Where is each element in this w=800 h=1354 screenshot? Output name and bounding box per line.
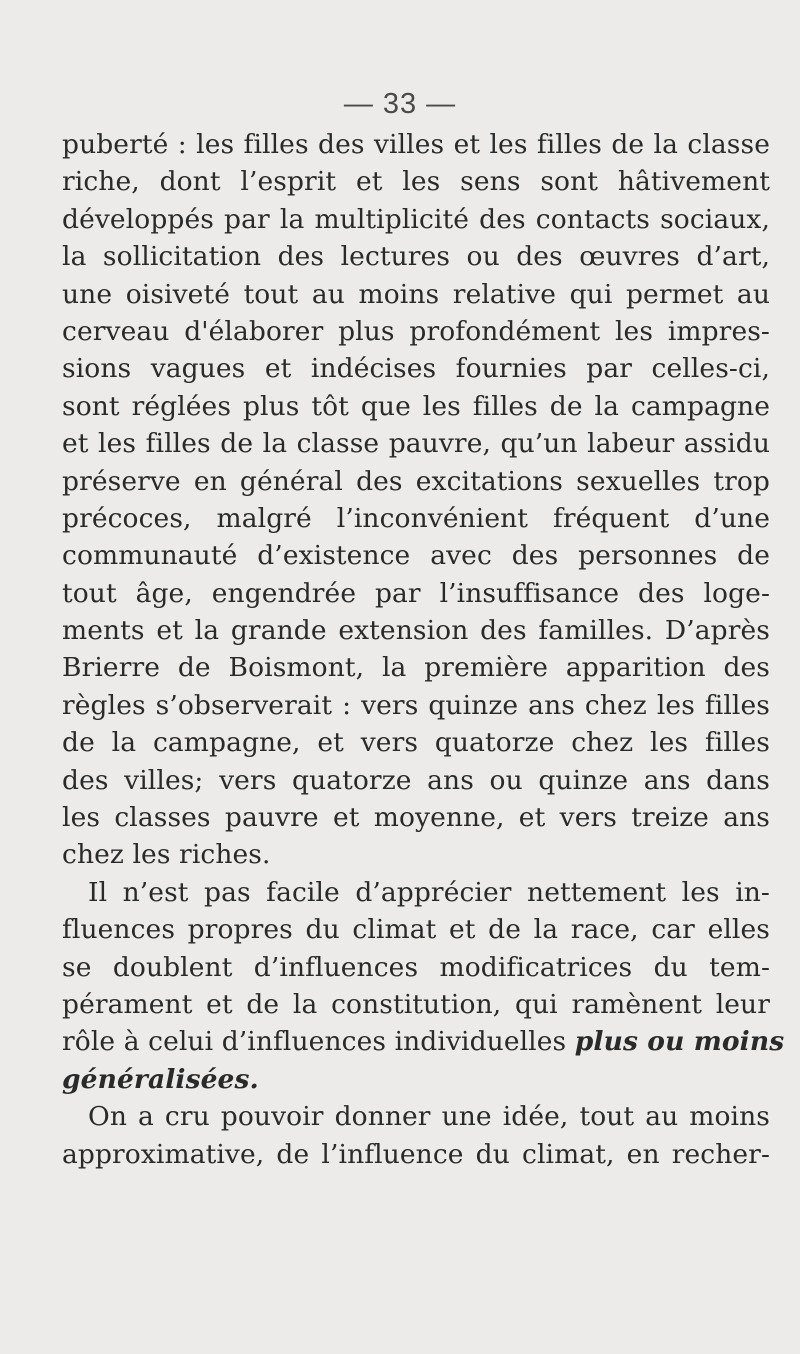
text-line: Brierre de Boismont, la première apparition des bbox=[62, 652, 770, 684]
text-line: approximative, de l’influence du climat, en recher- bbox=[62, 1138, 770, 1170]
text-line bbox=[62, 1061, 770, 1098]
text-line: précoces, malgré l’inconvénient fréquent d’une bbox=[62, 502, 770, 534]
text-line: cerveau d'élaborer plus profondément les impres- bbox=[62, 315, 770, 347]
emphasis-text: plus ou moins bbox=[574, 1026, 785, 1058]
text-line: de la campagne, et vers quatorze chez les filles bbox=[62, 727, 770, 759]
text-line: communauté d’existence avec des personnes de bbox=[62, 540, 770, 572]
text-line-with-emphasis bbox=[62, 1023, 785, 1060]
text-line: pérament et de la constitution, qui ramènent leur bbox=[62, 988, 770, 1020]
text-line: la sollicitation des lectures ou des œuvres d’art, bbox=[62, 241, 770, 273]
text-line: préserve en général des excitations sexuelles trop bbox=[62, 465, 770, 497]
page-number: — 33 — bbox=[343, 88, 457, 120]
text-line: des villes; vers quatorze ans ou quinze ans dans bbox=[62, 764, 770, 796]
text-line: fluences propres du climat et de la race, car elles bbox=[62, 914, 770, 946]
text-segment: rôle à celui d’influences individuelles bbox=[62, 1026, 567, 1058]
text-line: puberté : les filles des villes et les filles de la classe bbox=[62, 129, 770, 160]
text-line: règles s’observerait : vers quinze ans chez les filles bbox=[62, 689, 770, 721]
body-text bbox=[62, 126, 785, 1173]
text-line: développés par la multiplicité des contacts sociaux, bbox=[62, 203, 770, 235]
text-line: se doublent d’influences modificatrices du tem- bbox=[62, 951, 770, 983]
paragraph-start-line: On a cru pouvoir donner une idée, tout au moins bbox=[88, 1101, 770, 1133]
paragraph-start-line: Il n’est pas facile d’apprécier nettement les in- bbox=[88, 876, 770, 908]
text-line: ments et la grande extension des familles. D’après bbox=[62, 615, 770, 647]
text-line: les classes pauvre et moyenne, et vers treize ans bbox=[62, 802, 770, 834]
text-line: tout âge, engendrée par l’insuffisance des loge- bbox=[62, 577, 770, 609]
text-line: sions vagues et indécises fournies par celles-ci, bbox=[62, 353, 770, 385]
text-line: une oisiveté tout au moins relative qui permet au bbox=[62, 278, 770, 310]
text-line: riche, dont l’esprit et les sens sont hâtivement bbox=[62, 166, 770, 198]
text-line: chez les riches. bbox=[62, 839, 271, 871]
emphasis-text: généralisées. bbox=[62, 1063, 259, 1095]
text-line: et les filles de la classe pauvre, qu’un labeur assidu bbox=[62, 428, 770, 460]
text-line: sont réglées plus tôt que les filles de la campagne bbox=[62, 390, 770, 422]
